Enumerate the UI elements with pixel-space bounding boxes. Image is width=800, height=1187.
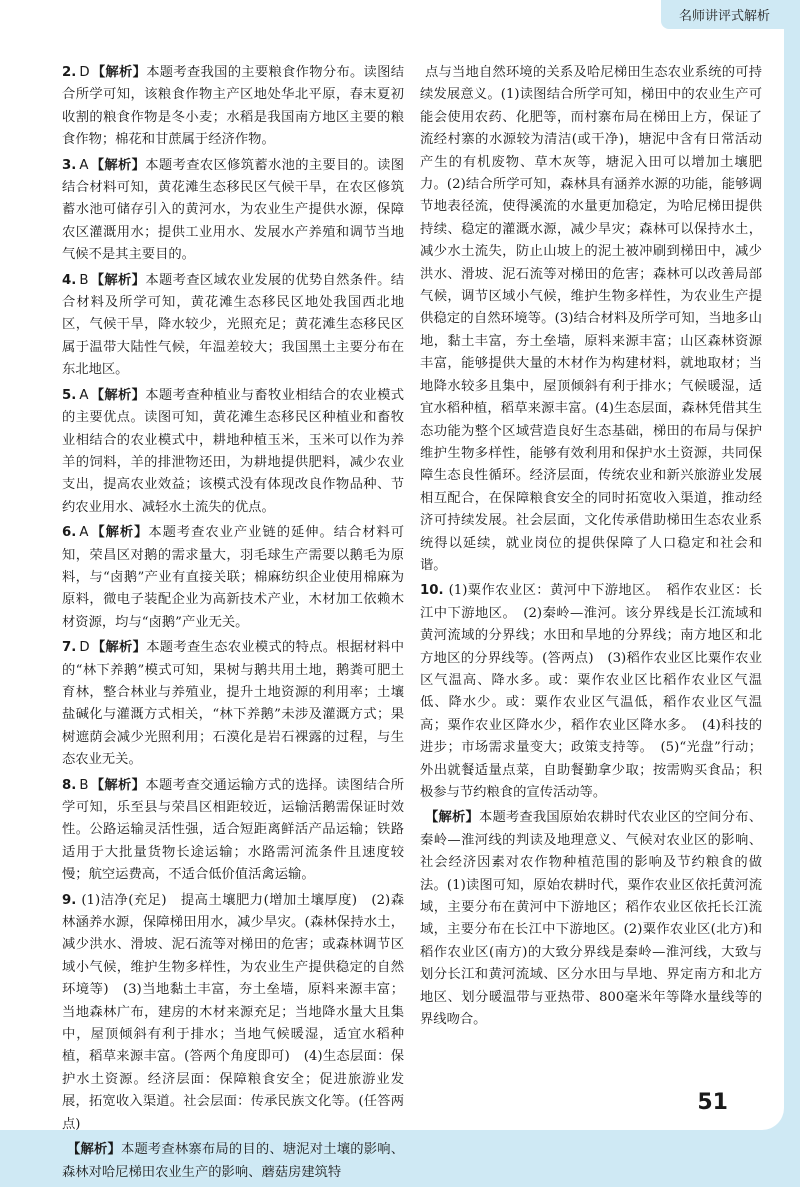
analysis-text: 本题考查农区修筑蓄水池的主要目的。读图结合材料可知，黄花滩生态移民区气候干旱，在农区修筑蓄水池可储存引入的黄河水，为农业生产提供水源，保障农区灌溉用水；提供工业用水、发展水产养殖和调节当地气候不是其主要目的。	[62, 157, 405, 263]
analysis-text: (1)洁净(充足) 提高土壤肥力(增加土壤厚度) (2)森林涵养水源，保障梯田用水，减少旱灾。(森林保持水土，减少洪水、滑坡、泥石流等对梯田的危害；或森林调节区域小气候，维护生物多样性，为农业生产提供稳定的自然环境等) (3)当地黏土丰富，夯土垒墙，原料来源丰富；当地森林广布，建房的木材来源充足；当地降水量大且集中，屋顶倾斜有利于排水；当地气候暖湿，适宜水稻种植，稻草来源丰富。(答两个角度即可) (4)生态层面：保护水土资源。经济层面：保障粮食安全；促进旅游业发展，拓宽收入渠道。社会层面：传承民族文化等。(任答两点)	[62, 892, 404, 1132]
question-number: 3.	[62, 157, 77, 173]
question-item	[62, 775, 404, 887]
analysis-text: 本题考查种植业与畜牧业相结合的农业模式的主要优点。读图可知，黄花滩生态移民区种植业和畜牧业相结合的农业模式中，耕地种植玉米，玉米可以作为养羊的饲料，羊的排泄物还田，为耕地提供肥料，减少农业支出，提高农业效益；该模式没有体现改良作物品种、节约农业用水、减轻水土流失的优点。	[62, 387, 405, 515]
analysis-text: (1)粟作农业区：黄河中下游地区。 稻作农业区：长江中下游地区。 (2)秦岭—淮河。该分界线是长江流域和黄河流域的分界线；水田和旱地的分界线；南方地区和北方地区的分界线等。(答两点) (3)稻作农业区比粟作农业区气温高、降水多。或：粟作农业区比稻作农业区气温低、降水少。或：粟作农业区气温低，稻作农业区气温高；粟作农业区降水少，稻作农业区降水多。 (4)科技的进步；市场需求量变大；政策支持等。 (5)“光盘”行动；外出就餐适量点菜，自助餐勤拿少取；按需购买食品；积极参与节约粮食的宣传活动等。	[420, 583, 762, 800]
analysis-tag: 【解析】	[91, 640, 147, 656]
analysis-tag: 【解析】	[90, 272, 146, 288]
answer-letter: A	[79, 525, 89, 541]
question-number: 5.	[62, 387, 77, 403]
question-item	[420, 62, 762, 577]
question-item	[62, 522, 404, 634]
question-item	[62, 1139, 404, 1184]
question-number: 9.	[62, 892, 77, 908]
header-title: 名师讲评式解析	[661, 0, 784, 29]
question-item	[62, 385, 404, 519]
question-item	[420, 580, 762, 804]
analysis-tag: 【解析】	[91, 65, 147, 80]
analysis-tag: 【解析】	[90, 525, 149, 541]
analysis-text: 本题考查我国的主要粮食作物分布。读图结合所学可知，该粮食作物主产区地处华北平原，春末夏初收割的粮食作物是冬小麦；水稻是我国南方地区主要的粮食作物；棉花和甘蔗属于经济作物。	[62, 65, 405, 148]
analysis-tag: 【解析】	[90, 157, 146, 173]
analysis-tag: 【解析】	[67, 1142, 121, 1158]
question-item	[62, 637, 404, 771]
analysis-text: 本题考查我国原始农耕时代农业区的空间分布、秦岭—淮河线的判读及地理意义、气候对农业区的影响、社会经济因素对农作物种植范围的影响及节约粮食的做法。(1)读图可知，原始农耕时代，粟作农业区依托黄河流域，主要分布在黄河中下游地区；稻作农业区依托长江流域，主要分布在长江中下游地区。(2)粟作农业区(北方)和稻作农业区(南方)的大致分界线是秦岭—淮河线，大致与划分长江和黄河流域、区分水田与旱地、界定南方和北方地区、划分暖温带与亚热带、800毫米年等降水量线等的界线吻合。	[420, 810, 763, 1028]
question-number: 8.	[62, 777, 77, 793]
analysis-text: 本题考查林寨布局的目的、塘泥对土壤的影响、森林对哈尼梯田农业生产的影响、蘑菇房建筑特	[62, 1142, 405, 1180]
analysis-text: 点与当地自然环境的关系及哈尼梯田生态农业系统的可持续发展意义。(1)读图结合所学可知，梯田中的农业生产可能会使用农药、化肥等，而村寨布局在梯田上方，保证了流经村寨的水源较为清洁(或干净)，塘泥中含有日常活动产生的有机废物、草木灰等，塘泥入田可以增加土壤肥力。(2)结合所学可知，森林具有涵养水源的功能，能够调节地表径流，使得溪流的水量更加稳定，为哈尼梯田提供持续、稳定的灌溉水源，减少旱灾；森林可以保持水土，减少水土流失，防止山坡上的泥土被冲刷到梯田中，减少洪水、滑坡、泥石流等对梯田的危害；森林可以改善局部气候，调节区域小气候，维护生物多样性，为农业生产提供稳定的自然环境等。(3)结合材料及所学可知，当地多山地，黏土丰富，夯土垒墙，原料来源丰富；山区森林资源丰富，能够提供大量的木材作为构建材料，就地取材；当地降水较多且集中，屋顶倾斜有利于排水；气候暖湿，适宜水稻种植，稻草来源丰富。(4)生态层面，森林凭借其生态功能为整个区域营造良好生态基础，梯田的布局与保护维护生物多样性，能够有效利用和保护水土资源，共同保障生态良性循环。经济层面，传统农业和新兴旅游业发展相互配合，在保障粮食安全的同时拓宽收入渠道，推动经济可持续发展。社会层面，文化传承借助梯田生态农业系统得以延续，就业岗位的提供保障了人口稳定和社会和谐。	[420, 65, 762, 573]
analysis-text: 本题考查生态农业模式的特点。根据材料中的“林下养鹅”模式可知，果树与鹅共用土地，鹅粪可肥土育林，整合林业与养殖业，提升土地资源的利用率；土壤盐碱化与灌溉方式相关，“林下养鹅”未涉及灌溉方式；果树遮荫会减少光照利用；石漠化是岩石裸露的过程，与生态农业无关。	[62, 640, 405, 768]
question-number: 2.	[62, 65, 77, 80]
left-column	[62, 62, 404, 1187]
answer-letter: D	[79, 640, 90, 656]
question-number: 7.	[62, 640, 77, 656]
question-item	[62, 270, 404, 382]
question-number: 10.	[420, 583, 444, 599]
analysis-text: 本题考查区域农业发展的优势自然条件。结合材料及所学可知，黄花滩生态移民区地处我国西北地区，气候干旱，降水较少，光照充足；黄花滩生态移民区属于温带大陆性气候，年温差较大；我国黑土主要分布在东北地区。	[62, 272, 405, 378]
question-item	[62, 890, 404, 1136]
answer-letter: B	[79, 272, 89, 288]
analysis-text: 本题考查农业产业链的延伸。结合材料可知，荣昌区对鹅的需求量大，羽毛球生产需要以鹅毛为原料，与“卤鹅”产业有直接关联；棉麻纺织企业使用棉麻为原料，微电子装配企业为高新技术产业，木材加工依赖木材资源，均与“卤鹅”产业无关。	[62, 525, 405, 630]
question-number: 4.	[62, 272, 77, 288]
page-number: 51	[697, 1090, 728, 1115]
analysis-tag: 【解析】	[90, 777, 146, 793]
answer-letter: A	[79, 387, 89, 403]
analysis-tag: 【解析】	[425, 810, 479, 826]
analysis-tag: 【解析】	[90, 387, 146, 403]
question-item	[420, 807, 762, 1031]
answer-letter: A	[79, 157, 89, 173]
answer-letter: D	[79, 65, 90, 80]
question-item	[62, 155, 404, 267]
right-column	[420, 62, 762, 1034]
analysis-text: 本题考查交通运输方式的选择。读图结合所学可知，乐至县与荣昌区相距较近，运输活鹅需保证时效性。公路运输灵活性强，适合短距离鲜活产品运输；铁路适用于大批量货物长途运输；水路需河流条件且速度较慢；航空运费高，不适合低价值活禽运输。	[62, 777, 405, 883]
question-item	[62, 62, 404, 152]
answer-letter: B	[79, 777, 89, 793]
question-number: 6.	[62, 525, 77, 541]
